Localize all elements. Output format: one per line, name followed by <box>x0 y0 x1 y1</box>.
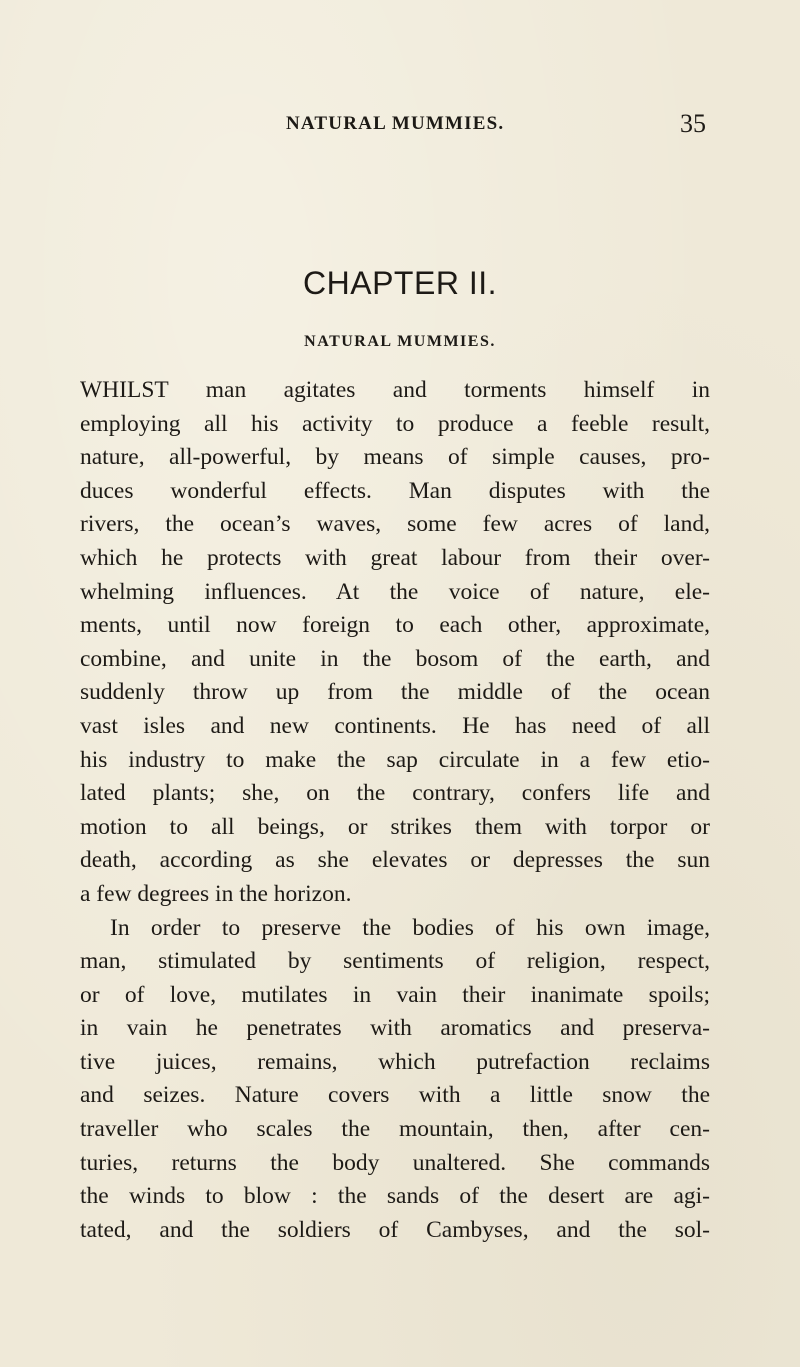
page-number: 35 <box>680 109 706 138</box>
running-head <box>286 109 706 143</box>
text-line: nature, all-powerful, by means of simple causes, pro- <box>80 444 710 471</box>
text-line: which he protects with great labour from their over- <box>80 544 710 571</box>
text-line: suddenly throw up from the middle of the ocean <box>80 679 710 706</box>
section-title: NATURAL MUMMIES. <box>304 333 496 350</box>
text-line: or of love, mutilates in vain their inanimate spoils; <box>80 981 710 1008</box>
text-line: a few degrees in the horizon. <box>80 880 352 907</box>
text-line: turies, returns the body unaltered. She commands <box>80 1149 710 1176</box>
text-line: tive juices, remains, which putrefaction reclaims <box>80 1048 710 1075</box>
text-line: ments, until now foreign to each other, approximate, <box>80 612 710 639</box>
body-text <box>80 374 710 1247</box>
text-line: death, according as she elevates or depresses the sun <box>80 847 710 874</box>
text-line: vast isles and new continents. He has need of all <box>80 712 710 739</box>
text-line: and seizes. Nature covers with a little snow the <box>80 1082 710 1109</box>
text-line: employing all his activity to produce a feeble result, <box>80 410 710 437</box>
text-line: traveller who scales the mountain, then, after cen- <box>80 1116 710 1143</box>
text-line: combine, and unite in the bosom of the earth, and <box>80 645 710 672</box>
text-line: In order to preserve the bodies of his own image, <box>110 914 710 941</box>
text-line: lated plants; she, on the contrary, confers life and <box>80 780 710 807</box>
text-line: his industry to make the sap circulate in a few etio- <box>80 746 710 773</box>
text-line: rivers, the ocean’s waves, some few acres of land, <box>80 511 710 538</box>
text-line: in vain he penetrates with aromatics and preserva- <box>80 1015 710 1042</box>
text-line: whelming influences. At the voice of nature, ele- <box>80 578 710 605</box>
text-line: WHILST man agitates and torments himself in <box>80 377 710 403</box>
text-line: motion to all beings, or strikes them with torpor or <box>80 813 710 840</box>
text-line: man, stimulated by sentiments of religion, respect, <box>80 948 710 975</box>
running-title: NATURAL MUMMIES. <box>286 113 505 134</box>
text-line: duces wonderful effects. Man disputes with the <box>80 477 710 504</box>
text-line: tated, and the soldiers of Cambyses, and the sol- <box>80 1216 710 1243</box>
chapter-title: CHAPTER II. <box>303 265 497 301</box>
text-line: the winds to blow : the sands of the desert are agi- <box>80 1183 710 1210</box>
